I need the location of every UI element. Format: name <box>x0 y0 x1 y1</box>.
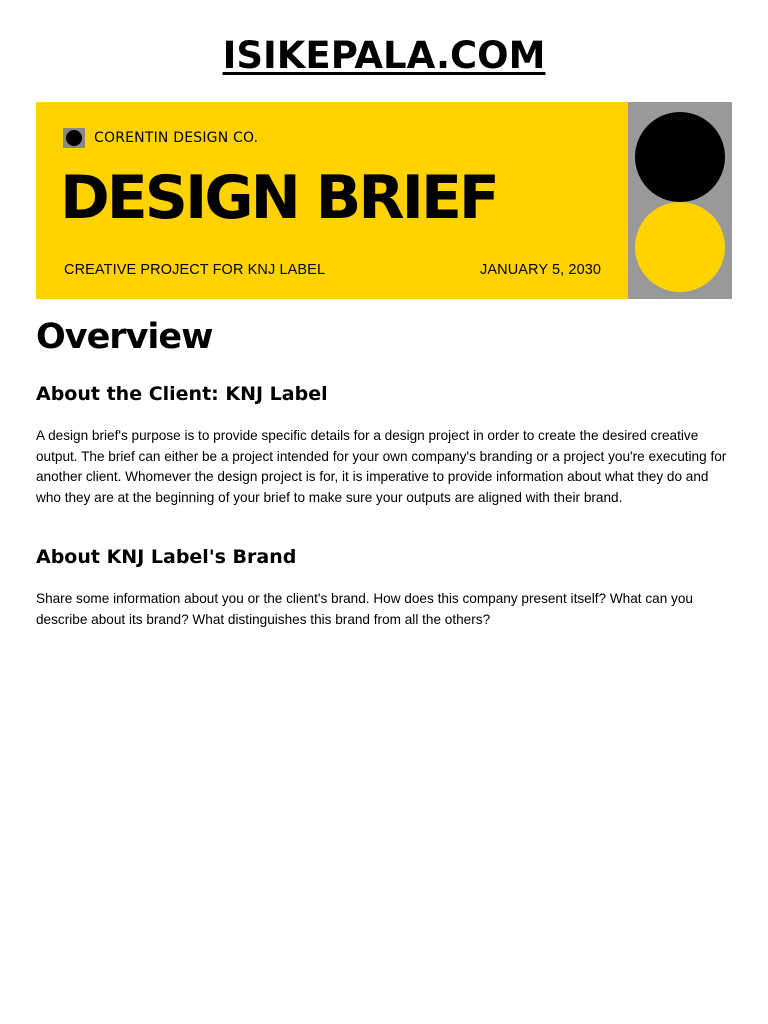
company-name: CORENTIN DESIGN CO. <box>94 130 259 146</box>
client-heading: About the Client: KNJ Label <box>36 383 328 405</box>
client-paragraph: A design brief's purpose is to provide specific details for a design project in order to create the desired creative output. The brief can either be a project intended for your own company's branding or a project you're executing for another client. Whomever the design project is for, it is imperative to provide information about what they do and who they are at the beginning of your brief to make sure your outputs are aligned with their brand. <box>36 428 727 506</box>
brief-title: DESIGN BRIEF <box>60 163 497 233</box>
yellow-circle-decoration <box>635 202 725 292</box>
project-subtitle: CREATIVE PROJECT FOR KNJ LABEL <box>64 262 326 278</box>
section-title-overview: Overview <box>36 317 213 357</box>
site-title[interactable] <box>0 32 768 80</box>
black-circle-decoration <box>635 112 725 202</box>
circle-logo-icon <box>63 128 85 148</box>
site-title-link[interactable]: ISIKEPALA.COM <box>222 34 546 77</box>
brand-heading: About KNJ Label's Brand <box>36 546 297 568</box>
brief-date: JANUARY 5, 2030 <box>480 262 602 278</box>
logo-dot <box>66 130 82 146</box>
brand-paragraph: Share some information about you or the client's brand. How does this company present itself? What can you describe about its brand? What distinguishes this brand from all the others? <box>36 591 693 627</box>
